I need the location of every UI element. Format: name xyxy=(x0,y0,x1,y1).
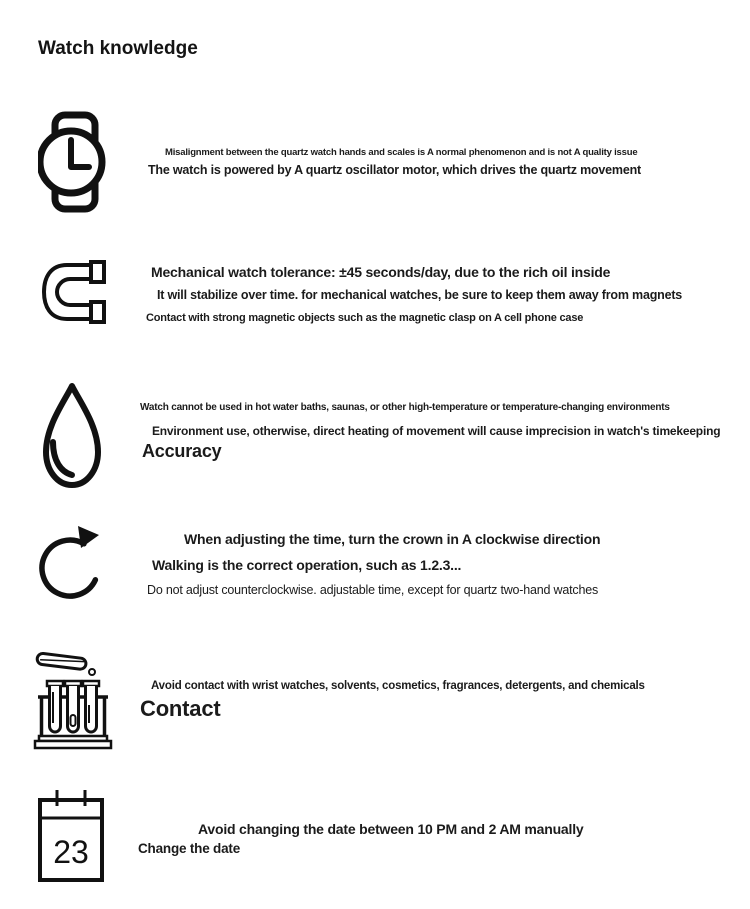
text-line: Mechanical watch tolerance: ±45 seconds/day, due to the rich oil inside xyxy=(151,264,611,280)
calendar-icon xyxy=(36,788,106,883)
water-drop-icon xyxy=(36,380,108,492)
text-line: Contact with strong magnetic objects such as the magnetic clasp on A cell phone case xyxy=(146,312,584,324)
text-line: Watch cannot be used in hot water baths, saunas, or other high-temperature or temperature-changing environments xyxy=(140,402,670,413)
magnet-icon xyxy=(40,260,108,324)
text-line: When adjusting the time, turn the crown in A clockwise direction xyxy=(184,531,601,547)
section-heading: Accuracy xyxy=(142,441,222,461)
text-line: Walking is the correct operation, such as 1.2.3... xyxy=(152,557,462,573)
text-line: The watch is powered by A quartz oscillator motor, which drives the quartz movement xyxy=(148,163,641,177)
text-line: Misalignment between the quartz watch hands and scales is A normal phenomenon and is not A quality issue xyxy=(165,147,638,158)
clockwise-arrow-icon xyxy=(36,520,108,612)
text-line: Do not adjust counterclockwise. adjustable time, except for quartz two-hand watches xyxy=(147,583,599,597)
text-line: Environment use, otherwise, direct heating of movement will cause imprecision in watch's timekeeping xyxy=(152,424,721,438)
text-line: Change the date xyxy=(138,841,241,856)
section-heading: Contact xyxy=(140,696,221,721)
test-tubes-icon xyxy=(33,645,113,750)
text-line: Avoid changing the date between 10 PM and 2 AM manually xyxy=(198,821,584,837)
text-line: Avoid contact with wrist watches, solvents, cosmetics, fragrances, detergents, and chemicals xyxy=(151,680,645,692)
page-title: Watch knowledge xyxy=(38,38,198,59)
text-line: It will stabilize over time. for mechanical watches, be sure to keep them away from magnets xyxy=(157,288,683,302)
wristwatch-icon xyxy=(38,110,110,214)
calendar-day-number: 23 xyxy=(53,834,89,870)
